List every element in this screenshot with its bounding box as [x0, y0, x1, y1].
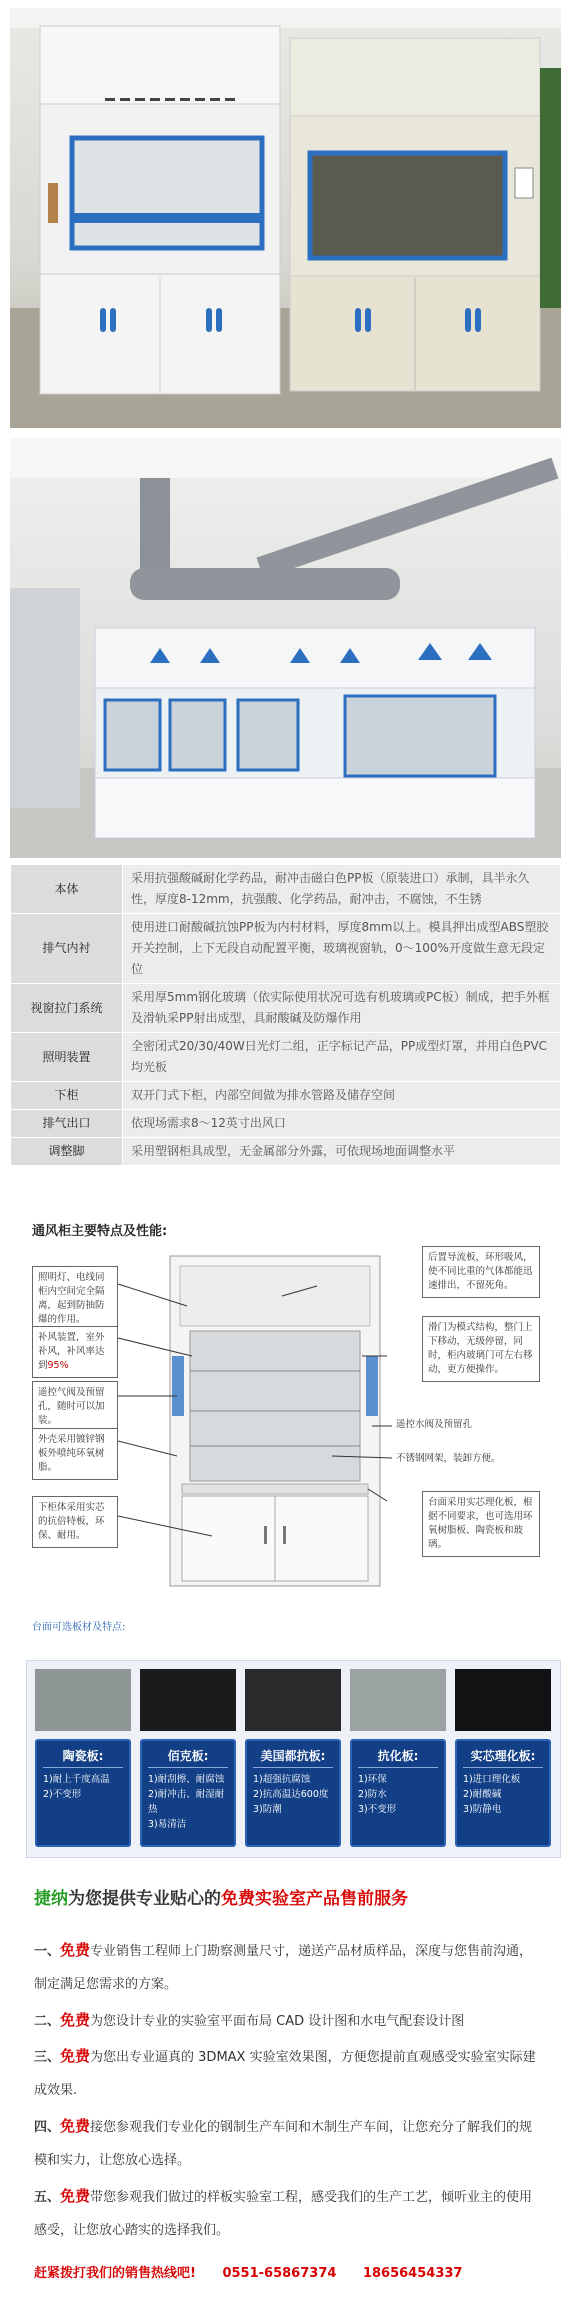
material-card — [35, 1669, 131, 1847]
material-feature: 1)进口理化板 — [463, 1774, 521, 1785]
material-card — [455, 1669, 551, 1847]
spec-label: 排气出口 — [11, 1110, 123, 1138]
material-swatch — [140, 1669, 236, 1731]
spec-label: 调整脚 — [11, 1138, 123, 1166]
table-row — [11, 865, 561, 914]
material-info — [455, 1739, 551, 1847]
spec-value: 双开门式下柜，内部空间做为排水管路及储存空间 — [123, 1082, 561, 1110]
spec-value: 采用厚5mm钢化玻璃（依实际使用状况可选有机玻璃或PC板）制成，把手外框及滑轨采PP射出成型，具耐酸碱及防爆作用 — [123, 984, 561, 1033]
material-card — [350, 1669, 446, 1847]
service-item-text: 为您出专业逼真的 3DMAX 实验室效果图，方便您提前直观感受实验室实际建成效果. — [34, 2050, 536, 2098]
material-feature: 1)耐上千度高温 — [43, 1774, 110, 1785]
table-row — [11, 1138, 561, 1166]
material-feature: 2)耐酸碱 — [463, 1789, 502, 1800]
service-item-number: 四、 — [34, 2120, 61, 2135]
service-item-number: 五、 — [34, 2190, 61, 2205]
material-swatch — [245, 1669, 341, 1731]
material-feature: 3)易清洁 — [148, 1819, 187, 1830]
spec-value: 依现场需求8～12英寸出风口 — [123, 1110, 561, 1138]
service-item-free: 免费 — [60, 2117, 91, 2135]
hotline-label: 赶紧拨打我们的销售热线吧! — [34, 2266, 196, 2281]
service-item-number: 二、 — [34, 2014, 61, 2029]
material-name: 美国都抗板: — [253, 1747, 333, 1768]
material-swatch — [455, 1669, 551, 1731]
spec-value: 全密闭式20/30/40W日光灯二组，正字标记产品，PP成型灯罩，并用白色PVC均光板 — [123, 1033, 561, 1082]
materials-title: 台面可选板材及特点: — [32, 1622, 126, 1633]
service-item-text: 接您参观我们专业化的钢制生产车间和木制生产车间，让您充分了解我们的规模和实力，让您放心选择。 — [34, 2120, 533, 2168]
service-item-text: 带您参观我们做过的样板实验室工程，感受我们的生产工艺，倾听业主的使用感受，让您放心踏实的选择我们。 — [34, 2190, 533, 2238]
material-feature: 2)防水 — [358, 1789, 387, 1800]
callout-steel-rack: 不锈钢网架，装卸方便。 — [392, 1450, 540, 1468]
fume-hood-illustration-2 — [10, 438, 561, 858]
callout-air-supply-text: 补风装置，室外补风，补风率达到 — [38, 1332, 105, 1371]
service-item-number: 三、 — [34, 2050, 61, 2065]
service-item-number: 一、 — [34, 1944, 61, 1959]
callout-air-supply — [32, 1326, 118, 1378]
table-row — [11, 1033, 561, 1082]
service-item — [34, 2004, 539, 2038]
callout-shell: 外壳采用镀锌钢板外喷纯环氧树脂。 — [32, 1428, 118, 1480]
material-feature: 1)超强抗腐蚀 — [253, 1774, 311, 1785]
service-item-free: 免费 — [60, 2047, 91, 2065]
callout-water-valve: 遥控水阀及预留孔 — [392, 1416, 540, 1434]
spec-value: 使用进口耐酸碱抗蚀PP板为内村材料，厚度8mm以上。模具押出成型ABS塑胶开关控制，上下无段自动配置平衡，玻璃视窗轨，0～100%开度做生意无段定位 — [123, 914, 561, 984]
material-feature: 2)不变形 — [43, 1789, 82, 1800]
fume-hood-photo-showroom — [10, 8, 561, 428]
material-feature: 3)防潮 — [253, 1804, 282, 1815]
material-name: 抗化板: — [358, 1747, 438, 1768]
spec-label: 下柜 — [11, 1082, 123, 1110]
table-row — [11, 1082, 561, 1110]
hotline-phone[interactable]: 0551-65867374 — [222, 2266, 337, 2281]
material-name: 实芯理化板: — [463, 1747, 543, 1768]
callout-air-supply-rate: 95% — [47, 1360, 69, 1371]
service-item-free: 免费 — [60, 2187, 91, 2205]
material-feature: 1)环保 — [358, 1774, 387, 1785]
material-card — [245, 1669, 341, 1847]
spec-label: 视窗拉门系统 — [11, 984, 123, 1033]
fume-hood-illustration-1 — [10, 8, 561, 428]
spec-value: 采用塑钢柜具成型，无金属部分外露，可依现场地面调整水平 — [123, 1138, 561, 1166]
fume-hood-photo-installation — [10, 438, 561, 858]
service-item — [34, 2040, 539, 2107]
spec-label: 排气内衬 — [11, 914, 123, 984]
spec-value: 采用抗强酸碱耐化学药品，耐冲击磁白色PP板（原装进口）承制，具半永久性，厚度8-12mm，抗强酸、化学药品，耐冲击，不腐蚀，不生锈 — [123, 865, 561, 914]
spec-label: 本体 — [11, 865, 123, 914]
table-row — [11, 984, 561, 1033]
callout-worktop: 台面采用实芯理化板，根据不同要求，也可选用环氧树脂板、陶瓷板和玻璃。 — [422, 1491, 540, 1557]
table-row — [11, 1110, 561, 1138]
material-feature: 2)耐冲击、耐湿耐热 — [148, 1789, 225, 1815]
service-title-text: 为您提供专业贴心的 — [68, 1889, 221, 1909]
material-info — [140, 1739, 236, 1847]
service-item — [34, 2180, 539, 2247]
features-diagram — [32, 1246, 542, 1606]
service-item-free: 免费 — [60, 1941, 91, 1959]
service-title-highlight: 免费实验室产品售前服务 — [221, 1889, 408, 1909]
service-item-text: 为您设计专业的实验室平面布局 CAD 设计图和水电气配套设计图 — [90, 2014, 465, 2029]
materials-panel — [26, 1660, 561, 1858]
material-info — [35, 1739, 131, 1847]
service-brand: 捷纳 — [34, 1889, 68, 1909]
material-swatch — [35, 1669, 131, 1731]
callout-gas-valve: 遥控气阀及预留孔，随时可以加装。 — [32, 1381, 118, 1433]
service-item — [34, 2110, 539, 2177]
service-item — [34, 1934, 539, 2001]
spec-label: 照明装置 — [11, 1033, 123, 1082]
callout-lower-cabinet: 下柜体采用实芯的抗倍特板，环保、耐用。 — [32, 1496, 118, 1548]
callout-baffle: 后置导流板，环形吸风，使不同比重的气体都能迅速排出，不留死角。 — [422, 1246, 540, 1298]
material-info — [350, 1739, 446, 1847]
material-feature: 3)防静电 — [463, 1804, 502, 1815]
material-name: 陶瓷板: — [43, 1747, 123, 1768]
features-title: 通风柜主要特点及性能: — [32, 1224, 168, 1239]
material-card — [140, 1669, 236, 1847]
hotline-mobile[interactable]: 18656454337 — [362, 2266, 463, 2281]
material-name: 佰克板: — [148, 1747, 228, 1768]
callout-lighting: 照明灯、电线同柜内空间完全隔离，起到防抽防爆的作用。 — [32, 1266, 118, 1332]
material-info — [245, 1739, 341, 1847]
hotline-bar — [34, 2262, 484, 2281]
service-item-free: 免费 — [60, 2011, 91, 2029]
material-swatch — [350, 1669, 446, 1731]
material-feature: 2)抗高温达600度 — [253, 1789, 329, 1800]
spec-table — [10, 864, 561, 1166]
callout-sliding-door: 滑门为模式结构，整门上下移动，无级停留，同时，柜内玻璃门可左右移动，更方便操作。 — [422, 1316, 540, 1382]
material-feature: 1)耐刮擦、耐腐蚀 — [148, 1774, 225, 1785]
material-feature: 3)不变形 — [358, 1804, 397, 1815]
service-item-text: 专业销售工程师上门勘察测量尺寸，递送产品材质样品，深度与您售前沟通，制定满足您需求的方案。 — [34, 1944, 533, 1992]
service-title — [34, 1884, 408, 1909]
table-row — [11, 914, 561, 984]
